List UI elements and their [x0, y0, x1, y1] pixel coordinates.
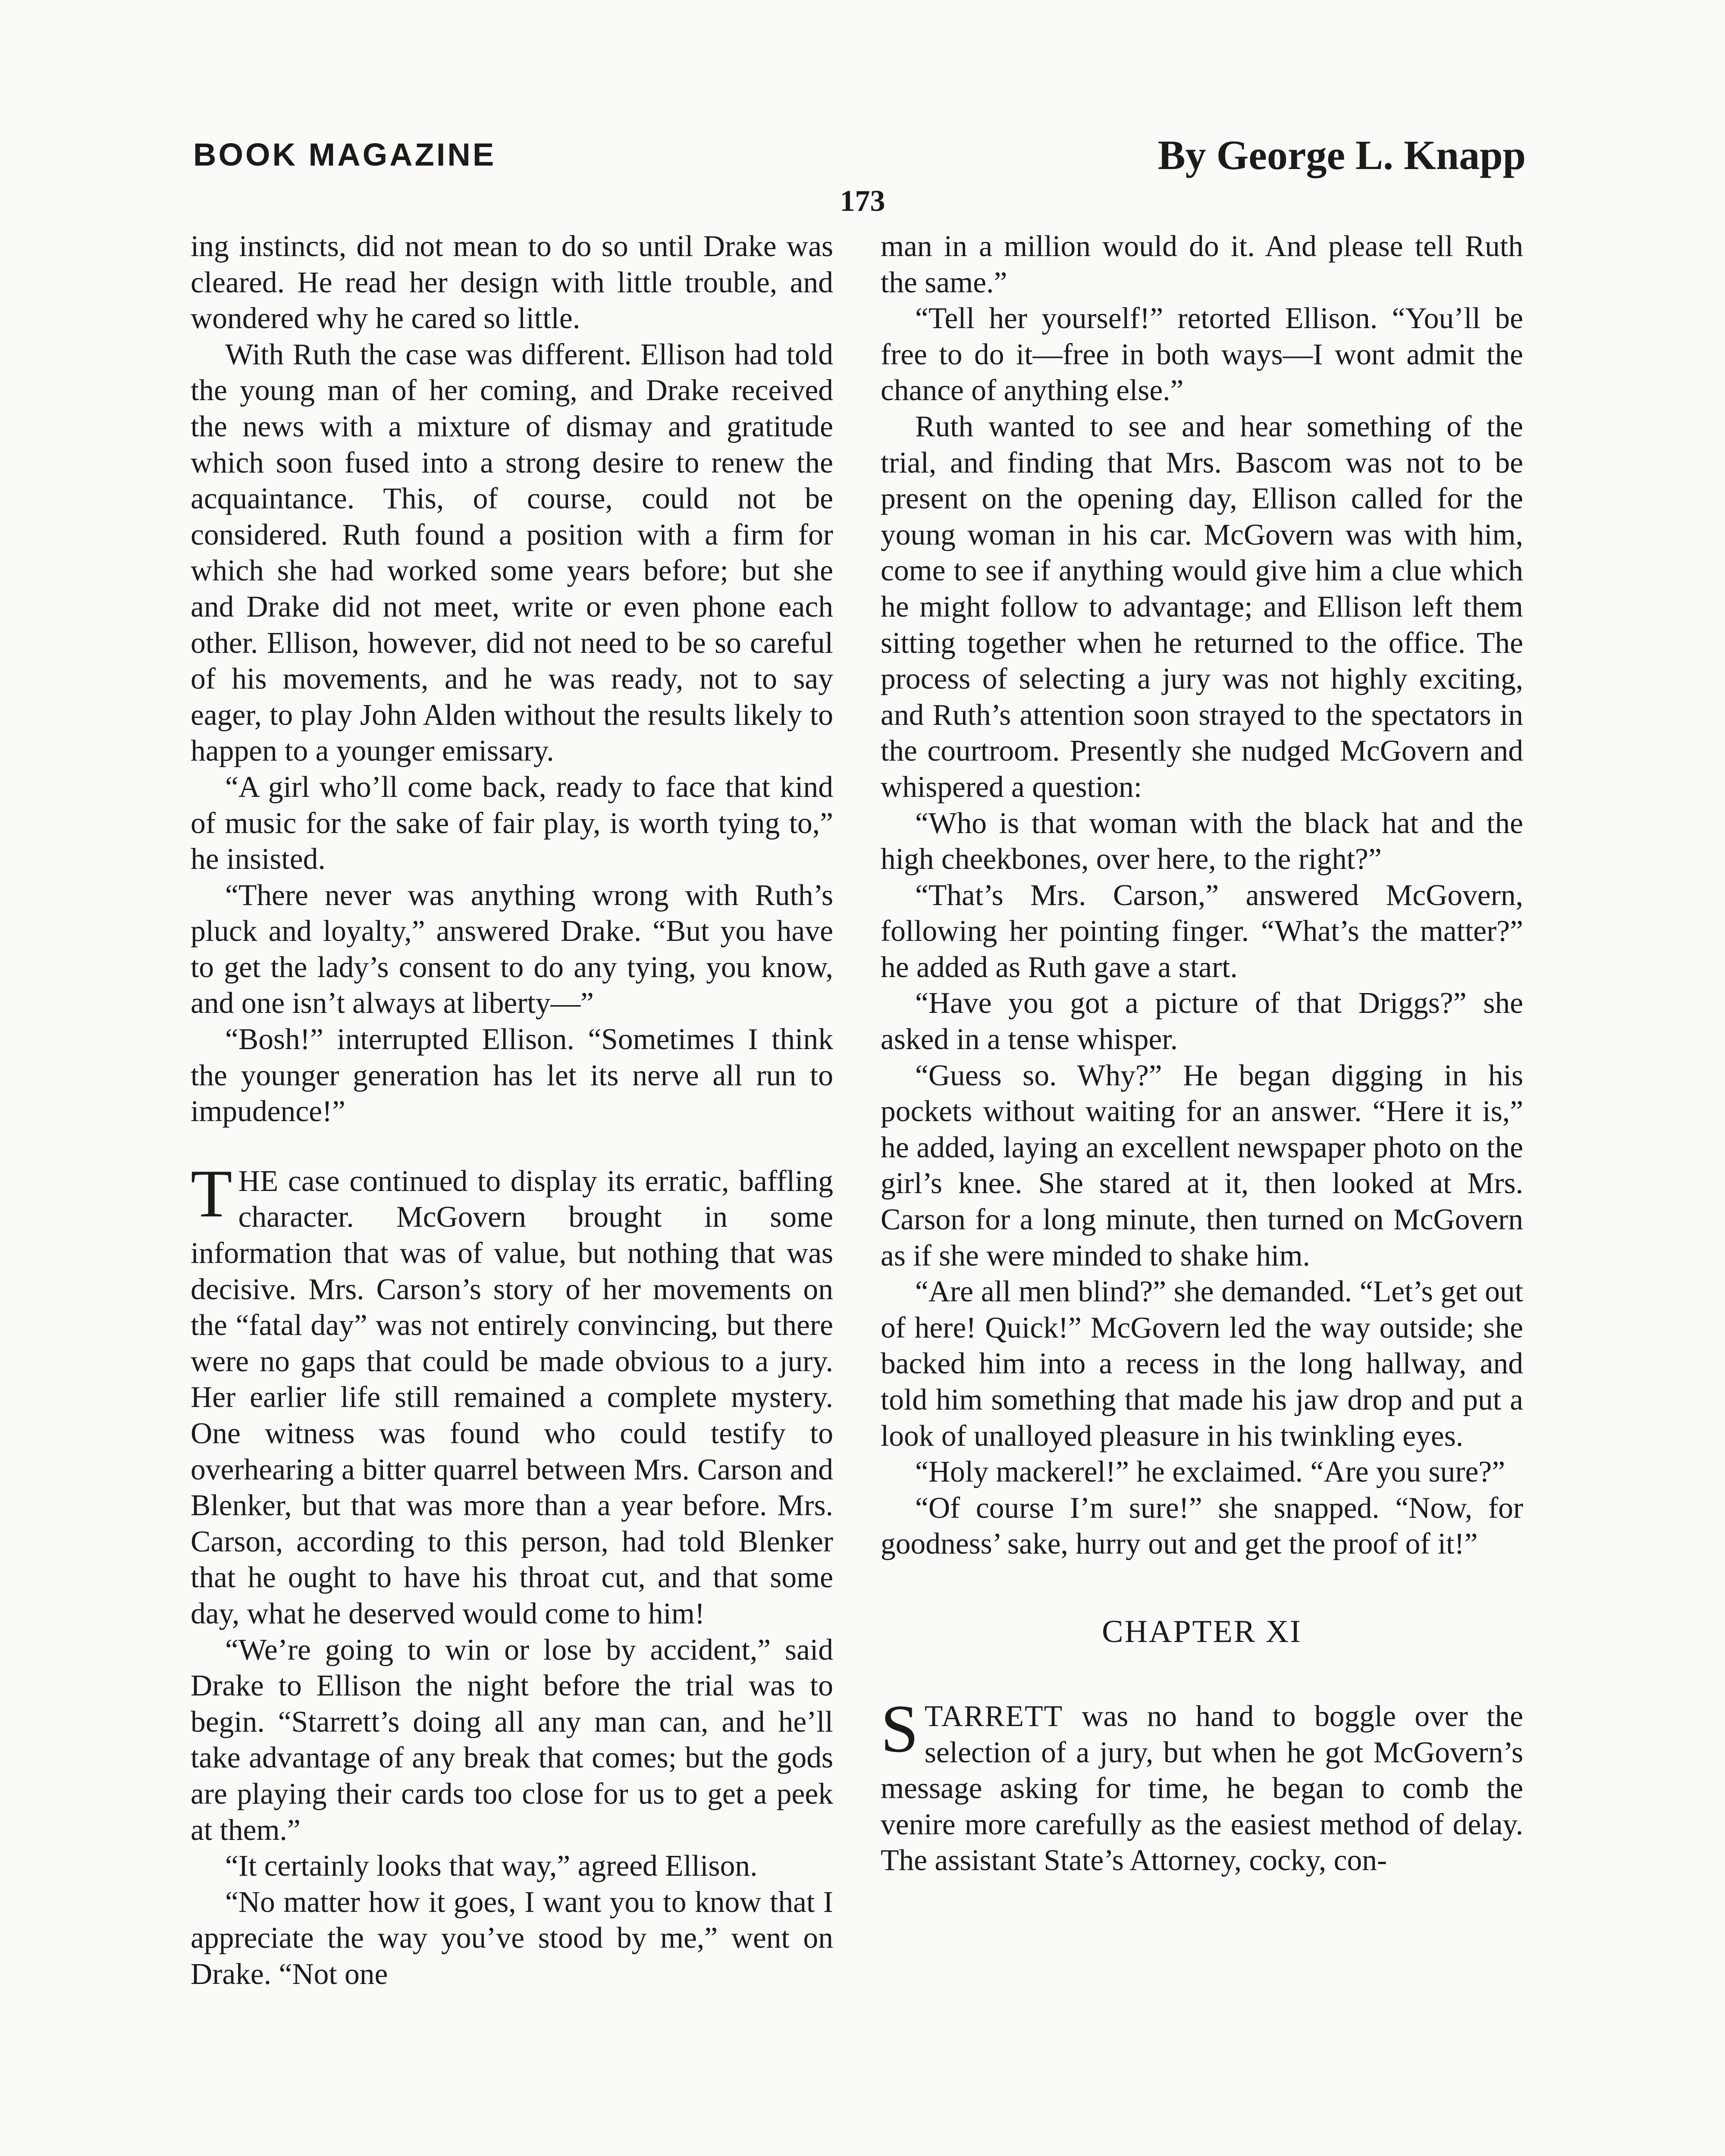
- chapter-opening-paragraph: [881, 1691, 1523, 1879]
- paragraph: man in a million would do it. And please tell Ruth the same.”: [881, 230, 1523, 299]
- drop-cap: S: [881, 1691, 919, 1767]
- paragraph: “Have you got a picture of that Driggs?” she asked in a tense whisper.: [881, 987, 1523, 1056]
- author-byline: By George L. Knapp: [1157, 132, 1526, 178]
- drop-cap: T: [191, 1156, 232, 1232]
- paragraph: ing instincts, did not mean to do so until Drake was cleared. He read her design with little trouble, and wondered why he cared so little.: [191, 230, 833, 335]
- paragraph: “There never was anything wrong with Ruth’s pluck and loyalty,” answered Drake. “But you have to get the lady’s consent to do any tying, you know, and one isn’t always at liberty—”: [191, 878, 833, 1020]
- paragraph: “Who is that woman with the black hat and the high cheekbones, over here, to the right?”: [881, 806, 1523, 876]
- paragraph: “A girl who’ll come back, ready to face that kind of music for the sake of fair play, is worth tying to,” he insisted.: [191, 770, 833, 876]
- paragraph: “Of course I’m sure!” she snapped. “Now, for goodness’ sake, hurry out and get the proof of it!”: [881, 1491, 1523, 1561]
- paragraph: “It certainly looks that way,” agreed Ellison.: [225, 1849, 758, 1883]
- magazine-title: BOOK MAGAZINE: [193, 137, 496, 172]
- paragraph: “That’s Mrs. Carson,” answered McGovern, following her pointing finger. “What’s the matter?” he added as Ruth gave a start.: [881, 878, 1523, 984]
- chapter-heading: CHAPTER XI: [1102, 1614, 1302, 1649]
- paragraph: Ruth wanted to see and hear something of the trial, and finding that Mrs. Bascom was not to be present on the opening day, Ellison called for the young woman in his car. McGovern was with him, come to see if anything would give him a clue which he might follow to advantage; and Ellison left them sitting together when he returned to the office. The process of selecting a jury was not highly exciting, and Ruth’s attention soon strayed to the spectators in the courtroom. Presently she nudged McGovern and whispered a question:: [881, 410, 1523, 804]
- paragraph: “No matter how it goes, I want you to know that I appreciate the way you’ve stood by me,” went on Drake. “Not one: [191, 1885, 833, 1991]
- section-opening-paragraph: [191, 1156, 833, 1632]
- chapter-first-words: TARRETT: [924, 1699, 1063, 1733]
- section-opening-text: HE case continued to display its erratic, baffling character. McGovern brought in some information that was of value, but nothing that was decisive. Mrs. Carson’s story of her movements on the “fatal day” was not entirely convincing, but there were no gaps that could be made obvious to a jury. Her earlier life still remained a complete mystery. One witness was found who could testify to overhearing a bitter quarrel between Mrs. Carson and Blenker, but that was more than a year before. Mrs. Carson, according to this person, had told Blenker that he ought to have his throat cut, and that some day, what he deserved would come to him!: [191, 1164, 833, 1630]
- paragraph: With Ruth the case was different. Ellison had told the young man of her coming, and Drake received the news with a mixture of dismay and gratitude which soon fused into a strong desire to renew the acquaintance. This, of course, could not be considered. Ruth found a position with a firm for which she had worked some years before; but she and Drake did not meet, write or even phone each other. Ellison, however, did not need to be so careful of his movements, and he was ready, not to say eager, to play John Alden without the results likely to happen to a younger emissary.: [191, 338, 833, 768]
- left-column: [191, 229, 833, 1993]
- paragraph: “Bosh!” interrupted Ellison. “Sometimes I think the younger generation has let its nerve all run to impudence!”: [191, 1023, 833, 1128]
- paragraph: “Guess so. Why?” He began digging in his pockets without waiting for an answer. “Here it is,” he added, laying an excellent newspaper photo on the girl’s knee. She stared at it, then looked at Mrs. Carson for a long minute, then turned on McGovern as if she were minded to shake him.: [881, 1059, 1523, 1272]
- paragraph: “Holy mackerel!” he exclaimed. “Are you sure?”: [915, 1455, 1505, 1489]
- paragraph: “Are all men blind?” she demanded. “Let’s get out of here! Quick!” McGovern led the way outside; she backed him into a recess in the long hallway, and told him something that made his jaw drop and put a look of unalloyed pleasure in his twinkling eyes.: [881, 1275, 1523, 1453]
- right-column: [881, 229, 1523, 1879]
- paragraph: “Tell her yourself!” retorted Ellison. “You’ll be free to do it—free in both ways—I wont admit the chance of anything else.”: [881, 302, 1523, 407]
- chapter-opening-text: was no hand to boggle over the selection of a jury, but when he got McGovern’s message asking for time, he began to comb the venire more carefully as the easiest method of delay. The assistant State’s Attorney, cocky, con-: [881, 1699, 1523, 1877]
- page-number: 173: [840, 185, 885, 218]
- paragraph: “We’re going to win or lose by accident,” said Drake to Ellison the night before the trial was to begin. “Starrett’s doing all any man can, and he’ll take advantage of any break that comes; but the gods are playing their cards too close for us to get a peek at them.”: [191, 1633, 833, 1847]
